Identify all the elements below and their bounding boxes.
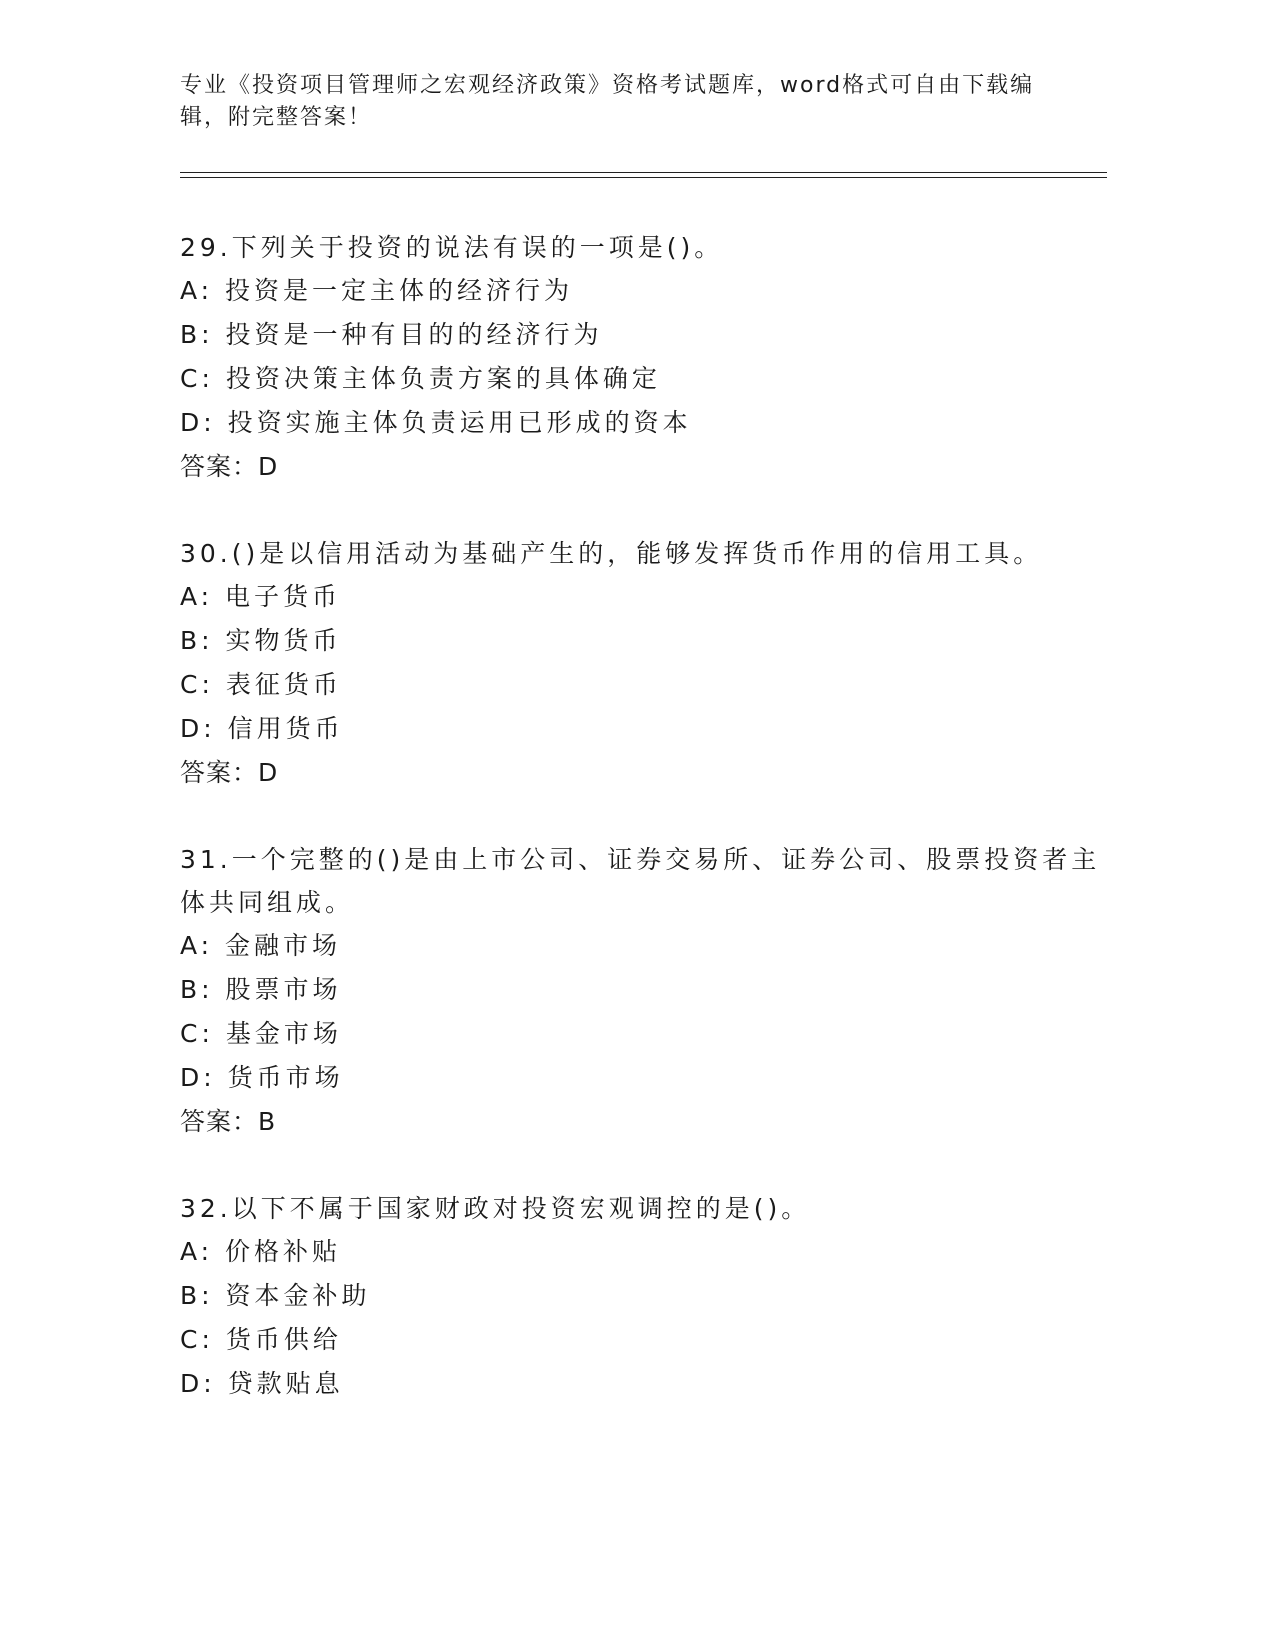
question-stem: 31.一个完整的()是由上市公司、证券交易所、证券公司、股票投资者主体共同组成。 — [180, 845, 1101, 917]
option-b: B: 实物货币 — [180, 626, 342, 655]
answer-line: 答案：D — [180, 758, 279, 787]
question-stem: 30.()是以信用活动为基础产生的，能够发挥货币作用的信用工具。 — [180, 539, 1043, 568]
question-stem: 32.以下不属于国家财政对投资宏观调控的是()。 — [180, 1194, 811, 1223]
question-30 — [180, 532, 1110, 795]
document-header: 专业《投资项目管理师之宏观经济政策》资格考试题库，word格式可自由下载编辑，附完整答案！ — [180, 73, 1035, 130]
option-d: D: 货币市场 — [180, 1063, 344, 1092]
option-d: D: 投资实施主体负责运用已形成的资本 — [180, 408, 692, 437]
question-31 — [180, 838, 1110, 1144]
answer-line: 答案：B — [180, 1107, 277, 1136]
option-b: B: 股票市场 — [180, 975, 342, 1004]
question-32 — [180, 1187, 1110, 1406]
option-b: B: 投资是一种有目的的经济行为 — [180, 320, 603, 349]
option-d: D: 信用货币 — [180, 714, 344, 743]
question-stem: 29.下列关于投资的说法有误的一项是()。 — [180, 233, 724, 262]
option-c: C: 基金市场 — [180, 1019, 342, 1048]
option-a: A: 价格补贴 — [180, 1237, 342, 1266]
option-d: D: 贷款贴息 — [180, 1369, 344, 1398]
option-c: C: 投资决策主体负责方案的具体确定 — [180, 364, 661, 393]
option-a: A: 投资是一定主体的经济行为 — [180, 276, 574, 305]
header-divider-bottom — [180, 177, 1107, 178]
answer-line: 答案：D — [180, 452, 279, 481]
option-c: C: 货币供给 — [180, 1325, 342, 1354]
option-a: A: 电子货币 — [180, 582, 342, 611]
option-b: B: 资本金补助 — [180, 1281, 371, 1310]
question-29 — [180, 226, 1110, 489]
header-divider-top — [180, 172, 1107, 173]
option-c: C: 表征货币 — [180, 670, 342, 699]
option-a: A: 金融市场 — [180, 931, 342, 960]
question-list — [180, 226, 1110, 1449]
